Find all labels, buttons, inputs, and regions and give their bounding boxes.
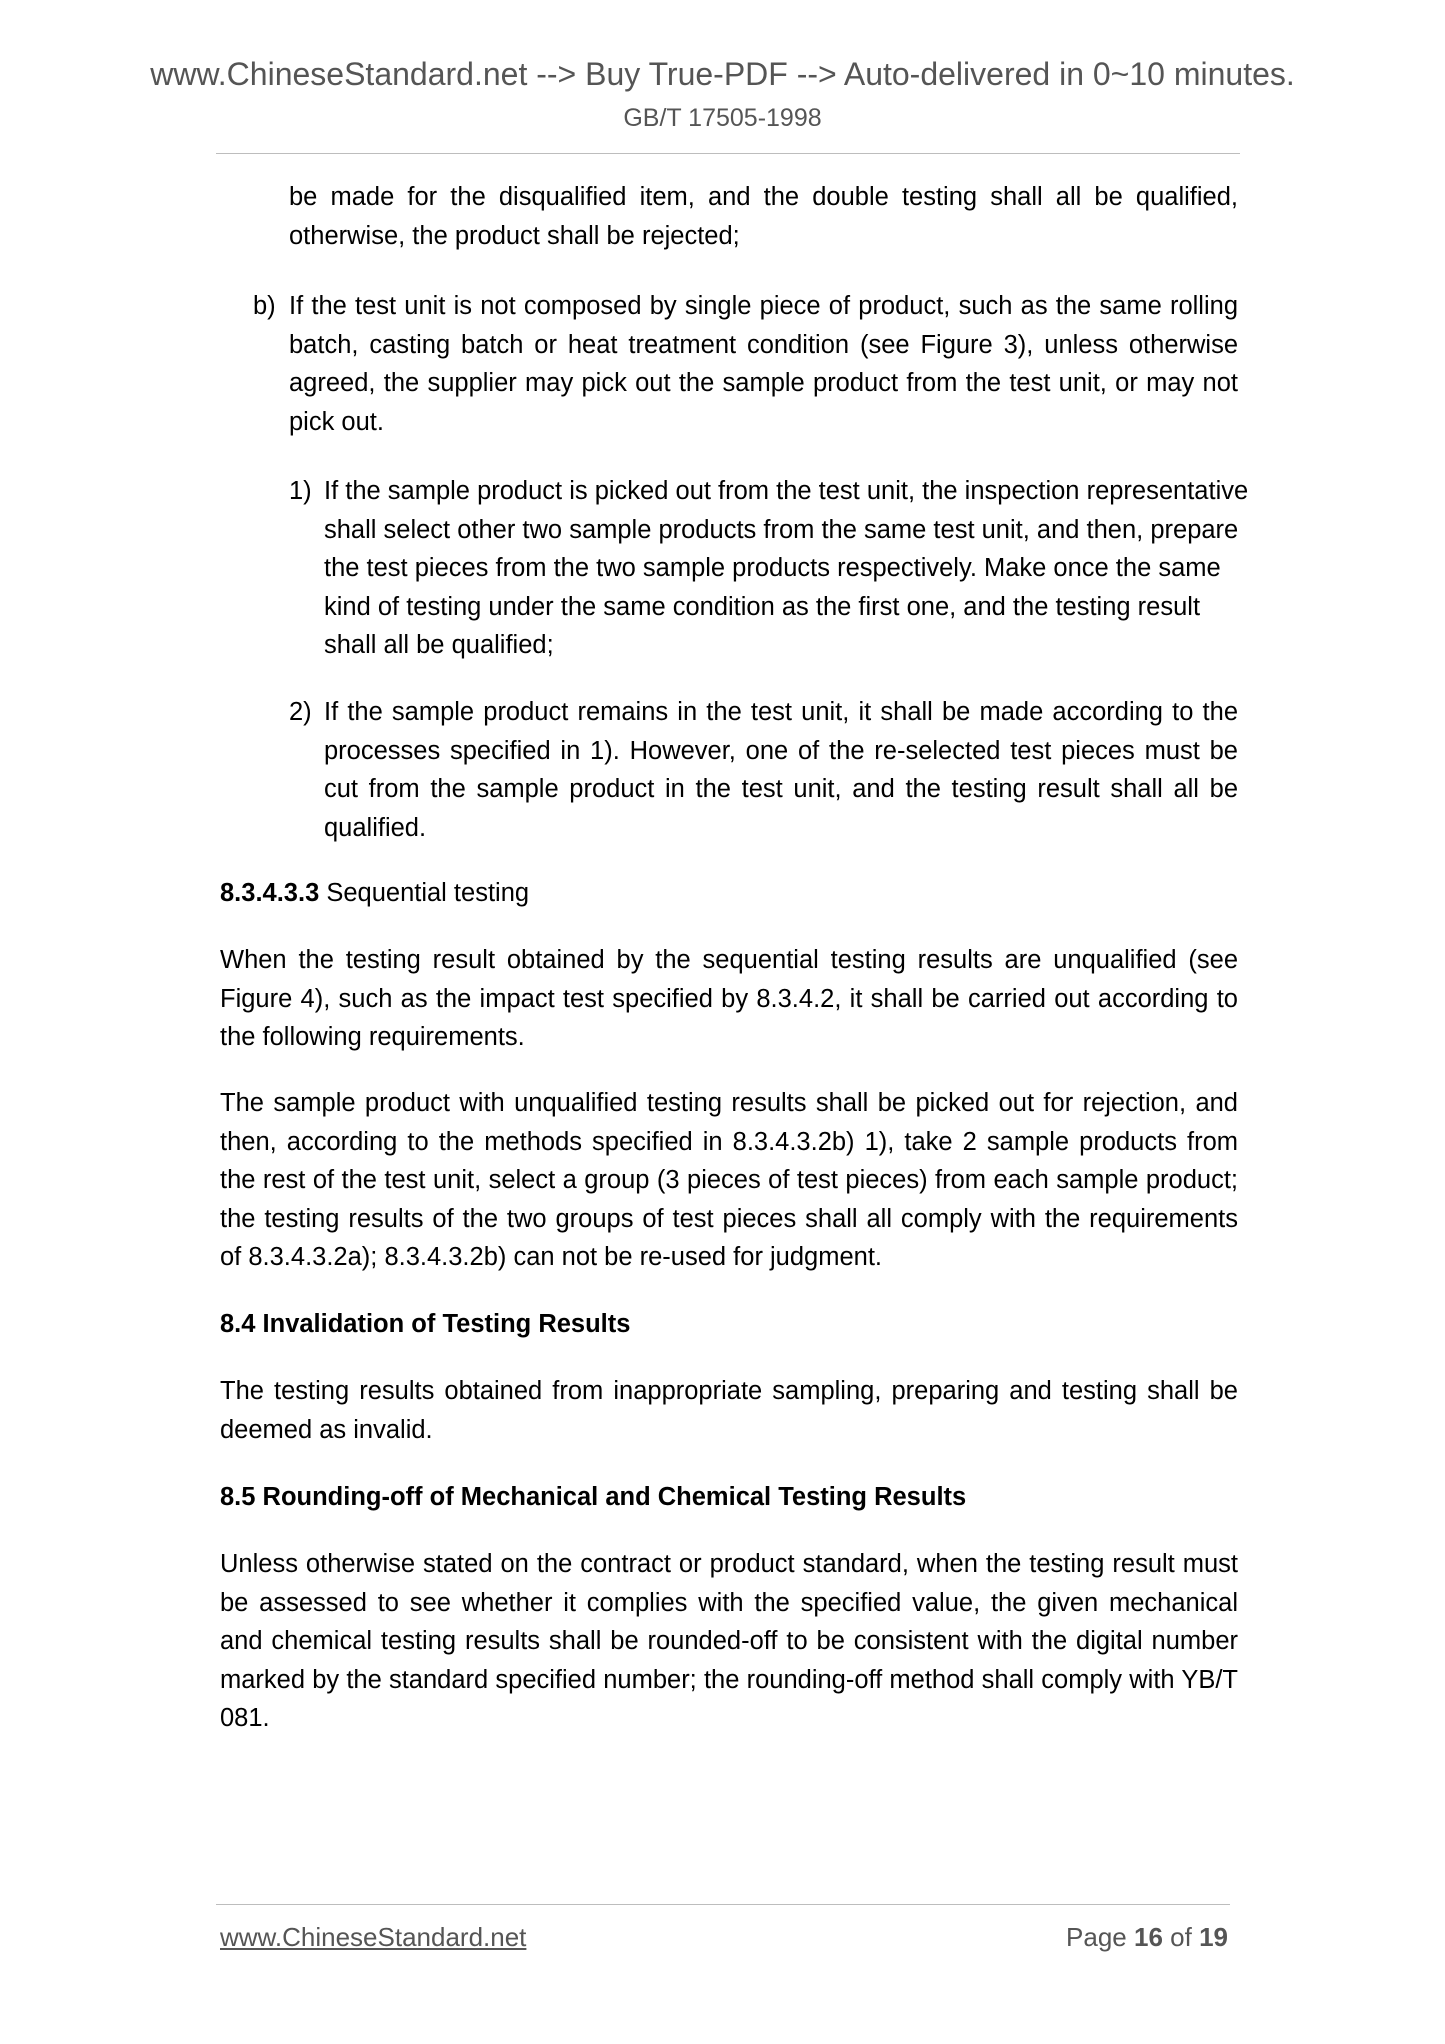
- rounding-off-paragraph: Unless otherwise stated on the contract or product standard, when the testing result must be assessed to see whether it complies with the specified value, the given mechanical and chemical testing results shall be rounded-off to be consistent with the digital number marked by the standard specified number; the rounding-off method shall comply with YB/T 081.: [220, 1550, 1238, 1732]
- item-2-text: If the sample product remains in the test unit, it shall be made according to the processes specified in 1). However, one of the re-selected test pieces must be cut from the sample product in the test unit, and the testing result shall all be qualified.: [324, 698, 1238, 842]
- section-number: 8.3.4.3.3: [220, 879, 320, 907]
- doc-number: GB/T 17505-1998: [623, 104, 822, 132]
- item-1-text: If the sample product is picked out from the test unit, the inspection representative shall select other two sample products from the same test unit, and then, prepare the test pieces from the two sample products respectively. Make once the same kind of testing under the same condition as the first one, and the testing result shall all be qualified;: [324, 477, 1249, 659]
- page-current: 16: [1134, 1922, 1163, 1952]
- item-2-marker: 2): [289, 698, 312, 726]
- page-total: 19: [1199, 1922, 1228, 1952]
- item-b-marker: b): [253, 292, 276, 320]
- section-8-3-4-3-3-heading: [220, 874, 1238, 913]
- sequential-testing-paragraph: When the testing result obtained by the sequential testing results are unqualified (see Figure 4), such as the impact test specified by 8.3.4.2, it shall be carried out according to the following requirements.: [220, 946, 1238, 1051]
- header-divider: [216, 153, 1240, 154]
- item-b-text: If the test unit is not composed by single piece of product, such as the same rolling batch, casting batch or heat treatment condition (see Figure 3), unless otherwise agreed, the supplier may pick out the sample product from the test unit, or may not pick out.: [289, 292, 1238, 436]
- page-word: Page: [1066, 1922, 1127, 1952]
- section-8-5-heading: 8.5 Rounding-off of Mechanical and Chemical Testing Results: [220, 1483, 967, 1511]
- footer-website-link[interactable]: www.ChineseStandard.net: [220, 1922, 527, 1952]
- sample-rejection-paragraph: The sample product with unqualified testing results shall be picked out for rejection, and then, according to the methods specified in 8.3.4.3.2b) 1), take 2 sample products from the rest of the test unit, select a group (3 pieces of test pieces) from each sample product; the testing results of the two groups of test pieces shall all comply with the requirements of 8.3.4.3.2a); 8.3.4.3.2b) can not be re-used for judgment.: [220, 1089, 1238, 1271]
- footer-divider: [216, 1904, 1230, 1905]
- continuation-paragraph: be made for the disqualified item, and the double testing shall all be qualified, otherwise, the product shall be rejected;: [289, 183, 1238, 250]
- page-indicator: [1066, 1922, 1228, 1953]
- section-8-4-heading: 8.4 Invalidation of Testing Results: [220, 1310, 631, 1338]
- page-of: of: [1170, 1922, 1192, 1952]
- header-banner: www.ChineseStandard.net --> Buy True-PDF --> Auto-delivered in 0~10 minutes.: [150, 56, 1295, 92]
- section-title: Sequential testing: [319, 879, 530, 907]
- invalidation-paragraph: The testing results obtained from inappropriate sampling, preparing and testing shall be deemed as invalid.: [220, 1377, 1238, 1444]
- item-1-marker: 1): [289, 477, 312, 505]
